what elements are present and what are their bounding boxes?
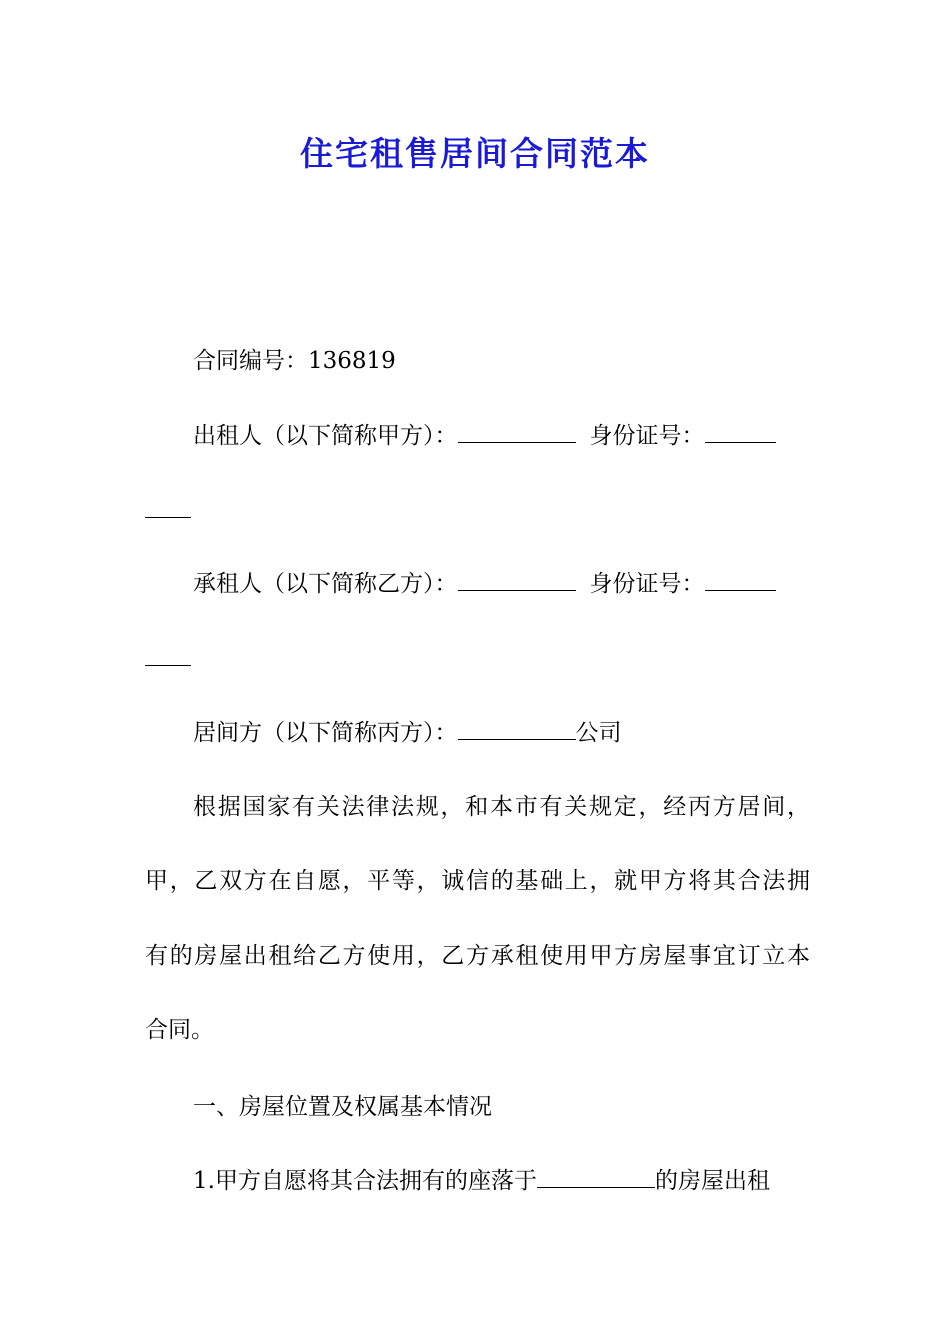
lessor-id-continuation — [145, 496, 810, 526]
lessor-label: 出租人（以下简称甲方）： — [193, 423, 458, 449]
lessee-label: 承租人（以下简称乙方）： — [193, 571, 458, 597]
section-1-heading-text: 一、房屋位置及权属基本情况 — [193, 1094, 492, 1120]
item-1-suffix: 的房屋出租 — [654, 1168, 770, 1194]
lessee-id-blank — [705, 570, 776, 591]
lessee-id-continuation — [145, 644, 810, 674]
lessee-id-label: 身份证号： — [589, 571, 705, 597]
lessee-name-blank — [458, 570, 576, 591]
intermediary-suffix: 公司 — [575, 720, 622, 746]
preamble-line-3 — [145, 941, 810, 971]
lessor-id-blank-cont — [145, 497, 191, 518]
intermediary-line — [193, 718, 858, 748]
section-1-item-1 — [193, 1166, 858, 1196]
preamble-text-1: 根据国家有关法律法规，和本市有关规定，经丙方居间， — [193, 794, 810, 820]
contract-number-value: 136819 — [308, 348, 396, 374]
intermediary-label: 居间方（以下简称丙方）： — [193, 720, 458, 746]
contract-number-label: 合同编号： — [193, 348, 308, 374]
preamble-text-4: 合同。 — [145, 1017, 214, 1043]
lessor-name-blank — [458, 422, 576, 443]
preamble-line-4 — [145, 1015, 810, 1045]
lessee-id-blank-cont — [145, 645, 191, 666]
preamble-text-2: 甲，乙双方在自愿，平等，诚信的基础上，就甲方将其合法拥 — [145, 868, 810, 894]
lessor-id-blank — [705, 422, 776, 443]
preamble-line-2 — [145, 866, 810, 896]
lessor-line — [193, 421, 858, 451]
preamble-text-3: 有的房屋出租给乙方使用，乙方承租使用甲方房屋事宜订立本 — [145, 943, 810, 969]
document-title: 住宅租售居间合同范本 — [300, 134, 650, 173]
section-1-heading — [193, 1092, 858, 1122]
item-1-prefix: 1.甲方自愿将其合法拥有的座落于 — [193, 1168, 537, 1194]
property-location-blank — [537, 1167, 655, 1188]
contract-number-line — [193, 346, 858, 376]
intermediary-name-blank — [458, 719, 576, 740]
preamble-line-1 — [193, 792, 810, 822]
lessor-id-label: 身份证号： — [589, 423, 705, 449]
lessee-line — [193, 569, 858, 599]
